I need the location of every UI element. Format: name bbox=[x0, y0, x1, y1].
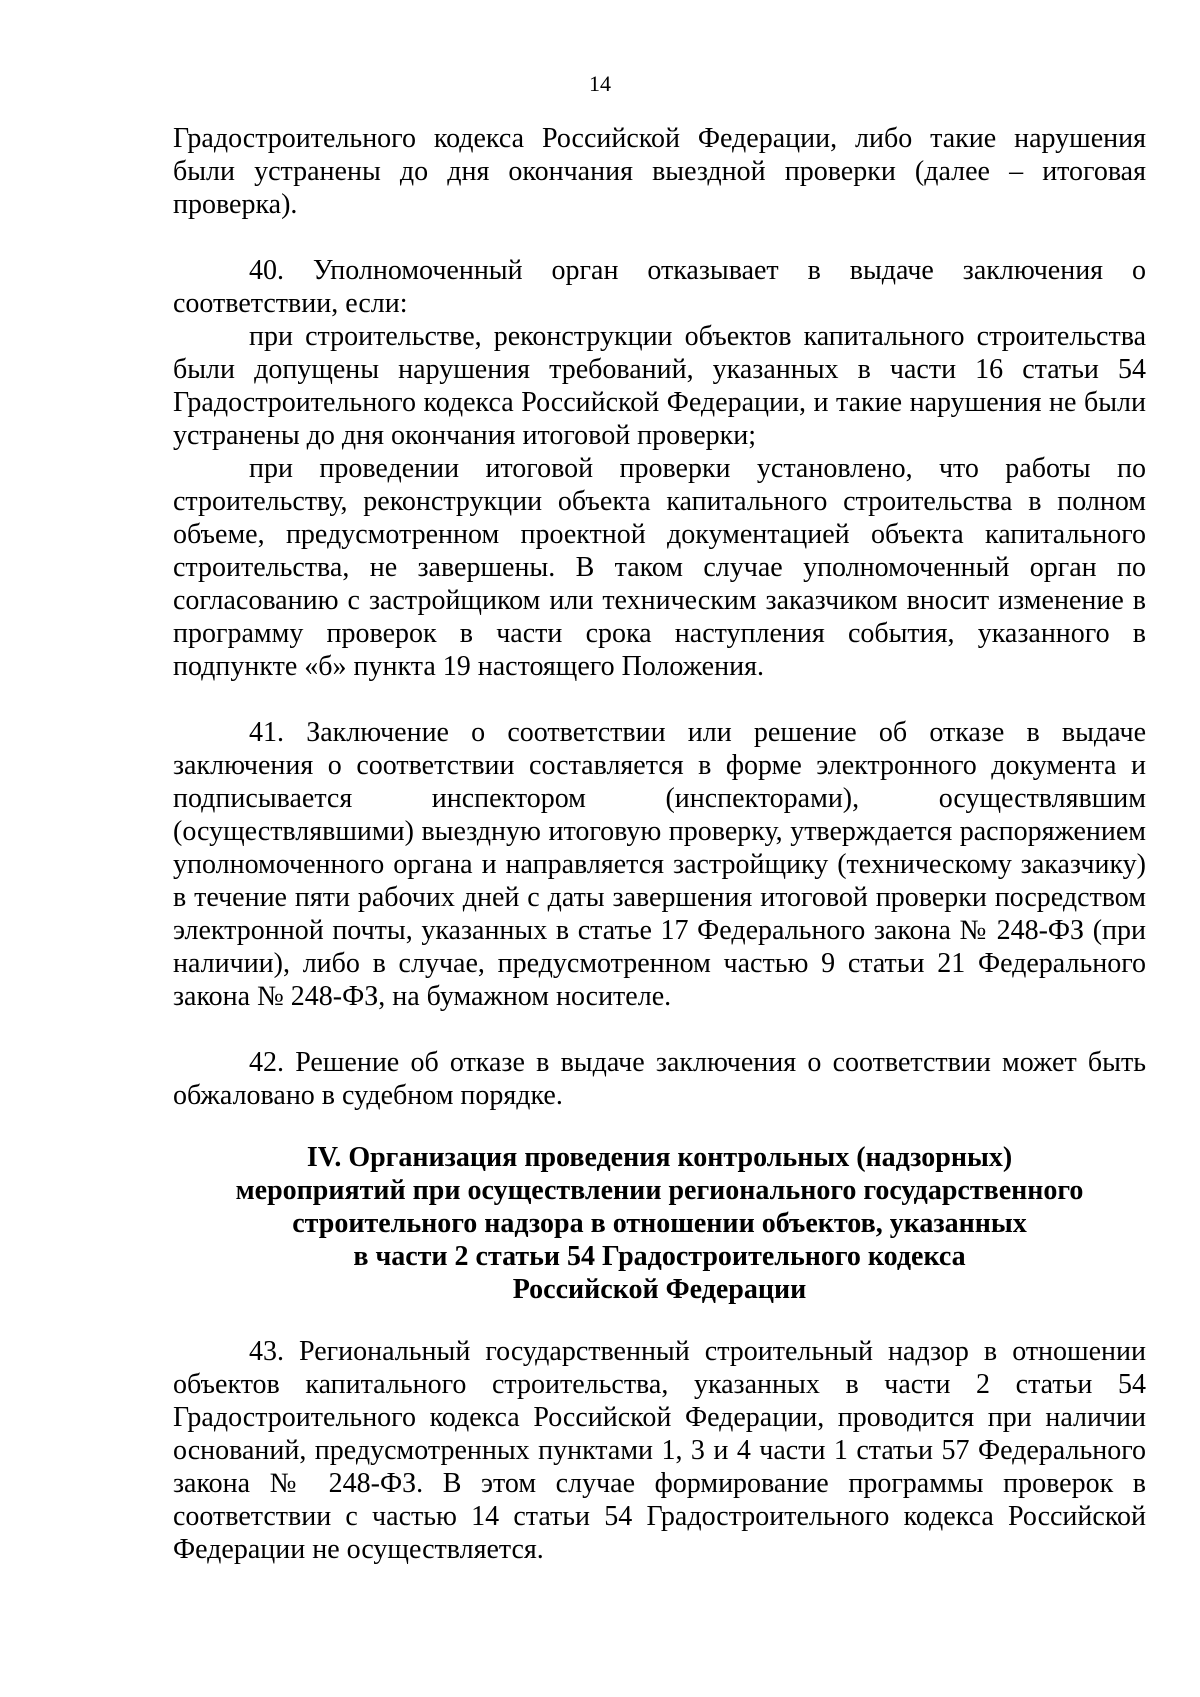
section-heading-line: IV. Организация проведения контрольных (надзорных) bbox=[306, 1142, 1013, 1173]
paragraph-40-item-2: при проведении итоговой проверки установлено, что работы по строительству, реконструкции объекта капитального строительства в полном объеме, предусмотренном проектной документацией объекта капитального строительства, не завершены. В таком случае уполномоченный орган по согласованию с застройщиком или техническим заказчиком вносит изменение в программу проверок в части срока наступления события, указанного в подпункте «б» пункта 19 настоящего Положения. bbox=[173, 453, 1146, 682]
section-heading bbox=[173, 1141, 1146, 1306]
paragraph-41: 41. Заключение о соответствии или решение об отказе в выдаче заключения о соответствии составляется в форме электронного документа и подписывается инспектором (инспекторами), осуществлявшим (осуществлявшими) выездную итоговую проверку, утверждается распоряжением уполномоченного органа и направляется застройщику (техническому заказчику) в течение пяти рабочих дней с даты завершения итоговой проверки посредством электронной почты, указанных в статье 17 Федерального закона № 248-ФЗ (при наличии), либо в случае, предусмотренном частью 9 статьи 21 Федерального закона № 248-ФЗ, на бумажном носителе. bbox=[173, 717, 1146, 1012]
section-heading-line: в части 2 статьи 54 Градостроительного кодекса bbox=[353, 1241, 966, 1272]
paragraph-43: 43. Региональный государственный строительный надзор в отношении объектов капитального строительства, указанных в части 2 статьи 54 Градостроительного кодекса Российской Федерации, проводится при наличии оснований, предусмотренных пунктами 1, 3 и 4 части 1 статьи 57 Федерального закона № 248-ФЗ. В этом случае формирование программы проверок в соответствии с частью 14 статьи 54 Градостроительного кодекса Российской Федерации не осуществляется. bbox=[173, 1336, 1146, 1565]
section-heading-line: Российской Федерации bbox=[512, 1274, 807, 1305]
section-heading-line: строительного надзора в отношении объектов, указанных bbox=[292, 1208, 1027, 1239]
paragraph-42: 42. Решение об отказе в выдаче заключения о соответствии может быть обжаловано в судебном порядке. bbox=[173, 1047, 1146, 1111]
paragraph-40-item-1: при строительстве, реконструкции объектов капитального строительства были допущены нарушения требований, указанных в части 16 статьи 54 Градостроительного кодекса Российской Федерации, и такие нарушения не были устранены до дня окончания итоговой проверки; bbox=[173, 321, 1146, 451]
paragraph-40: 40. Уполномоченный орган отказывает в выдаче заключения о соответствии, если: bbox=[173, 255, 1146, 319]
page-number: 14 bbox=[589, 71, 611, 96]
section-heading-line: мероприятий при осуществлении регионального государственного bbox=[235, 1175, 1084, 1206]
paragraph-continuation: Градостроительного кодекса Российской Федерации, либо такие нарушения были устранены до дня окончания выездной проверки (далее – итоговая проверка). bbox=[173, 123, 1146, 220]
document-body bbox=[173, 122, 1146, 1566]
